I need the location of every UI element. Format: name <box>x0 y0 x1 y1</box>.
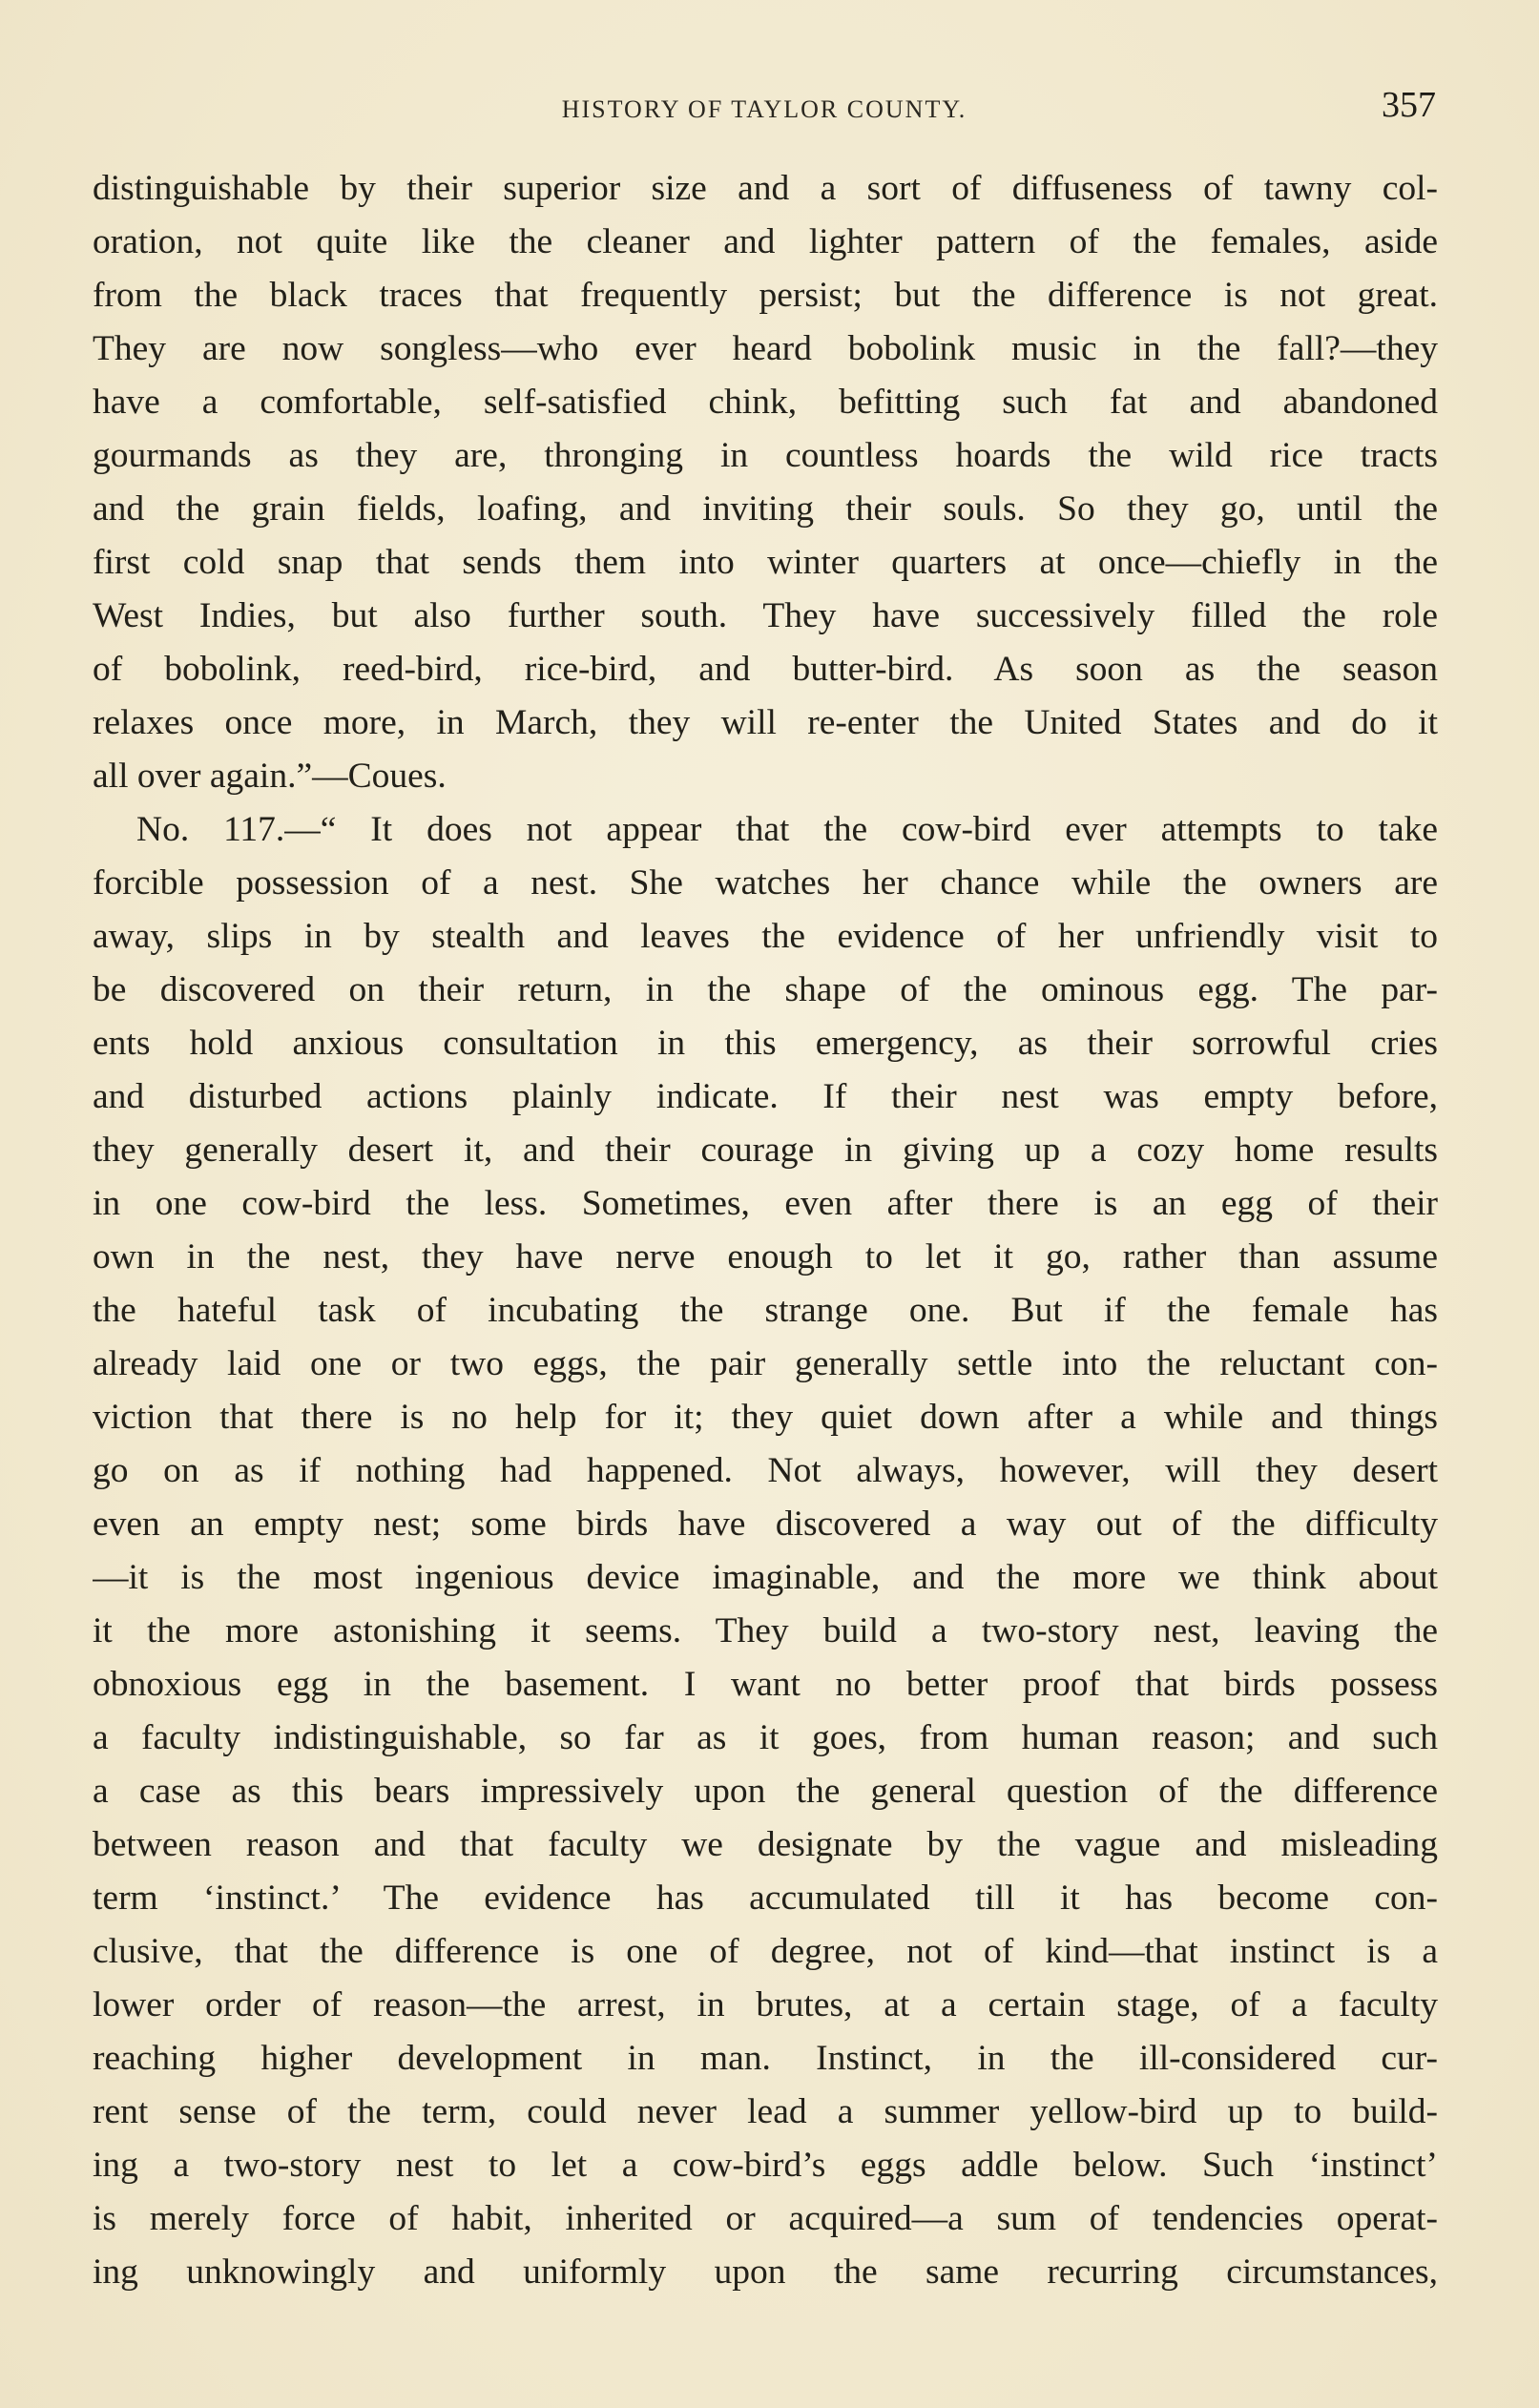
text-line: term ‘instinct.’ The evidence has accumulated till it has become con- <box>93 1879 1438 1918</box>
text-line: lower order of reason—the arrest, in brutes, at a certain stage, of a faculty <box>93 1985 1438 2024</box>
text-line: viction that there is no help for it; they quiet down after a while and things <box>93 1398 1438 1437</box>
text-line: oration, not quite like the cleaner and lighter pattern of the females, aside <box>93 222 1438 261</box>
text-line: forcible possession of a nest. She watches her chance while the owners are <box>93 863 1438 903</box>
text-line: ents hold anxious consultation in this emergency, as their sorrowful cries <box>93 1024 1438 1063</box>
running-head: HISTORY OF TAYLOR COUNTY. <box>561 95 967 123</box>
text-line: it the more astonishing it seems. They build a two-story nest, leaving the <box>93 1611 1438 1650</box>
page-number: 357 <box>1382 85 1436 125</box>
text-line: gourmands as they are, thronging in countless hoards the wild rice tracts <box>93 436 1438 475</box>
text-line: West Indies, but also further south. They have successively filled the role <box>93 596 1438 635</box>
text-line: is merely force of habit, inherited or acquired—a sum of tendencies operat- <box>93 2199 1438 2238</box>
paragraph-end-line: all over again.”—Coues. <box>93 757 447 796</box>
text-line: even an empty nest; some birds have discovered a way out of the difficulty <box>93 1505 1438 1544</box>
text-line: from the black traces that frequently persist; but the difference is not great. <box>93 276 1438 315</box>
body-text <box>93 162 1438 2299</box>
text-line: the hateful task of incubating the strange one. But if the female has <box>93 1291 1438 1330</box>
text-line: They are now songless—who ever heard bobolink music in the fall?—they <box>93 329 1438 368</box>
text-line: a faculty indistinguishable, so far as it goes, from human reason; and such <box>93 1718 1438 1757</box>
text-line: clusive, that the difference is one of degree, not of kind—that instinct is a <box>93 1932 1438 1971</box>
text-line: of bobolink, reed-bird, rice-bird, and butter-bird. As soon as the season <box>93 650 1438 689</box>
text-line: go on as if nothing had happened. Not always, however, will they desert <box>93 1451 1438 1490</box>
text-line: —it is the most ingenious device imaginable, and the more we think about <box>93 1558 1438 1597</box>
text-line: away, slips in by stealth and leaves the evidence of her unfriendly visit to <box>93 917 1438 956</box>
text-line: they generally desert it, and their courage in giving up a cozy home results <box>93 1131 1438 1170</box>
text-line: relaxes once more, in March, they will re-enter the United States and do it <box>93 703 1438 742</box>
text-line: and the grain fields, loafing, and inviting their souls. So they go, until the <box>93 489 1438 529</box>
text-line: have a comfortable, self-satisfied chink, befitting such fat and abandoned <box>93 383 1438 422</box>
text-line: ing unknowingly and uniformly upon the same recurring circumstances, <box>93 2252 1438 2292</box>
text-line: between reason and that faculty we designate by the vague and misleading <box>93 1825 1438 1864</box>
text-line: rent sense of the term, could never lead a summer yellow-bird up to build- <box>93 2092 1438 2131</box>
text-line: be discovered on their return, in the shape of the ominous egg. The par- <box>93 970 1438 1009</box>
text-line: obnoxious egg in the basement. I want no better proof that birds possess <box>93 1665 1438 1704</box>
text-line: and disturbed actions plainly indicate. If their nest was empty before, <box>93 1077 1438 1116</box>
text-line: distinguishable by their superior size and a sort of diffuseness of tawny col- <box>93 169 1438 208</box>
text-line: a case as this bears impressively upon the general question of the difference <box>93 1772 1438 1811</box>
text-line: ing a two-story nest to let a cow-bird’s eggs addle below. Such ‘instinct’ <box>93 2146 1438 2185</box>
paragraph-start-line: No. 117.—“ It does not appear that the cow-bird ever attempts to take <box>136 810 1438 849</box>
text-line: already laid one or two eggs, the pair generally settle into the reluctant con- <box>93 1344 1438 1383</box>
page-header <box>93 84 1436 134</box>
text-line: reaching higher development in man. Instinct, in the ill-considered cur- <box>93 2039 1438 2078</box>
text-line: own in the nest, they have nerve enough to let it go, rather than assume <box>93 1237 1438 1277</box>
text-line: first cold snap that sends them into winter quarters at once—chiefly in the <box>93 543 1438 582</box>
text-line: in one cow-bird the less. Sometimes, even after there is an egg of their <box>93 1184 1438 1223</box>
